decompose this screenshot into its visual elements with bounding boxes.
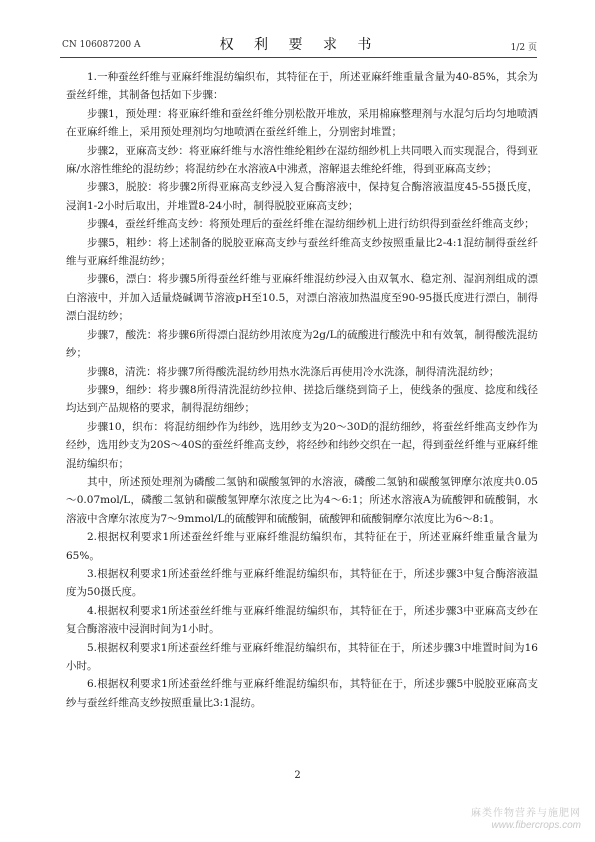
document-title: 权 利 要 求 书 [219, 37, 380, 53]
claim-1-step-7: 步骤7，酸洗：将步骤6所得漂白混纺纱用浓度为2g/L的硫酸进行酸洗中和有效氧，制得酸洗混纺纱； [66, 328, 538, 360]
watermark-url: www.fibercrops.com [491, 820, 581, 831]
claim-1-step-1: 步骤1，预处理：将亚麻纤维和蚕丝纤维分别松散开堆放，采用棉麻整理剂与水混匀后均匀地喷洒在亚麻纤维上，采用预处理剂均匀地喷洒在蚕丝纤维上，分别密封堆置； [66, 107, 538, 139]
claim-1-step-2: 步骤2，亚麻高支纱：将亚麻纤维与水溶性维纶粗纱在湿纺细纱机上共同喂入而实现混合，得到亚麻/水溶性维纶的混纺纱；将混纺纱在水溶液A中沸煮，溶解退去维纶纤维，得到亚麻高支纱； [66, 144, 538, 176]
claim-2: 2.根据权利要求1所述蚕丝纤维与亚麻纤维混纺编织布，其特征在于，所述亚麻纤维重量含量为65%。 [66, 531, 538, 562]
claim-1-step-10: 步骤10，织布：将混纺细纱作为纬纱，选用纱支为20～30D的混纺细纱，将蚕丝纤维高支纱作为经纱，选用纱支为20S～40S的蚕丝纤维高支纱，将经纱和纬纱交织在一起，得到蚕丝纤维与亚麻纤维混纺编织布； [66, 420, 538, 470]
claim-1-step-6: 步骤6，漂白：将步骤5所得蚕丝纤维与亚麻纤维混纺纱浸入由双氧水、稳定剂、湿润剂组成的漂白溶液中，并加入适量烧碱调节溶液pH至10.5，对漂白溶液加热温度至90-95摄氏度进行漂白，制得漂白混纺纱； [66, 273, 538, 323]
header-divider [60, 57, 537, 58]
site-watermark [471, 808, 581, 832]
claim-5: 5.根据权利要求1所述蚕丝纤维与亚麻纤维混纺编织布，其特征在于，所述步骤3中堆置时间为16小时。 [66, 641, 538, 672]
claim-1-step-9: 步骤9，细纱：将步骤8所得清洗混纺纱拉伸、搓捻后继绕到筒子上，使线条的强度、捻度和线径均达到产品规格的要求，制得混纺细纱； [66, 383, 538, 415]
page-indicator: 1/2 页 [510, 43, 537, 53]
claim-1-step-5: 步骤5，粗纱：将上述制备的脱胶亚麻高支纱与蚕丝纤维高支纱按照重量比2-4:1混纺制得蚕丝纤维与亚麻纤维混纺纱； [66, 236, 538, 268]
publication-number: CN 106087200 A [62, 40, 141, 50]
claim-4: 4.根据权利要求1所述蚕丝纤维与亚麻纤维混纺编织布，其特征在于，所述步骤3中亚麻高支纱在复合酶溶液中浸润时间为1小时。 [66, 604, 538, 636]
claim-3: 3.根据权利要求1所述蚕丝纤维与亚麻纤维混纺编织布，其特征在于，所述步骤3中复合酶溶液温度为50摄氏度。 [66, 567, 538, 599]
watermark-site-name: 麻类作物营养与施肥网 [471, 808, 581, 819]
claim-1-step-8: 步骤8，清洗：将步骤7所得酸洗混纺纱用热水洗涤后再使用冷水洗涤，制得清洗混纺纱； [87, 365, 500, 378]
claims-body [66, 68, 538, 712]
page-header [62, 30, 537, 56]
claim-1-definitions: 其中，所述预处理剂为磷酸二氢钠和碳酸氢钾的水溶液，磷酸二氢钠和碳酸氢钾摩尔浓度共0.05～0.07mol/L，磷酸二氢钠和碳酸氢钾摩尔浓度之比为4～6:1；所述水溶液A为硫酸钾和硫酸铜，水溶液中含摩尔浓度为7～9mmol/L的硫酸钾和硫酸铜，硫酸钾和硫酸铜摩尔浓度比为6～8:1。 [66, 475, 538, 525]
page-number: 2 [294, 770, 301, 781]
claim-1-step-4: 步骤4，蚕丝纤维高支纱：将预处理后的蚕丝纤维在湿纺细纱机上进行纺织得到蚕丝纤维高支纱； [87, 218, 535, 231]
claim-1-step-3: 步骤3，脱胶：将步骤2所得亚麻高支纱浸入复合酶溶液中，保持复合酶溶液温度45-55摄氏度，浸润1-2小时后取出，并堆置8-24小时，制得脱胶亚麻高支纱； [66, 181, 538, 212]
claim-1-intro: 1.一种蚕丝纤维与亚麻纤维混纺编织布，其特征在于，所述亚麻纤维重量含量为40-85%，其余为蚕丝纤维，其制备包括如下步骤： [66, 71, 538, 102]
claim-6: 6.根据权利要求1所述蚕丝纤维与亚麻纤维混纺编织布，其特征在于，所述步骤5中脱胶亚麻高支纱与蚕丝纤维高支纱按照重量比3:1混纺。 [66, 678, 538, 709]
